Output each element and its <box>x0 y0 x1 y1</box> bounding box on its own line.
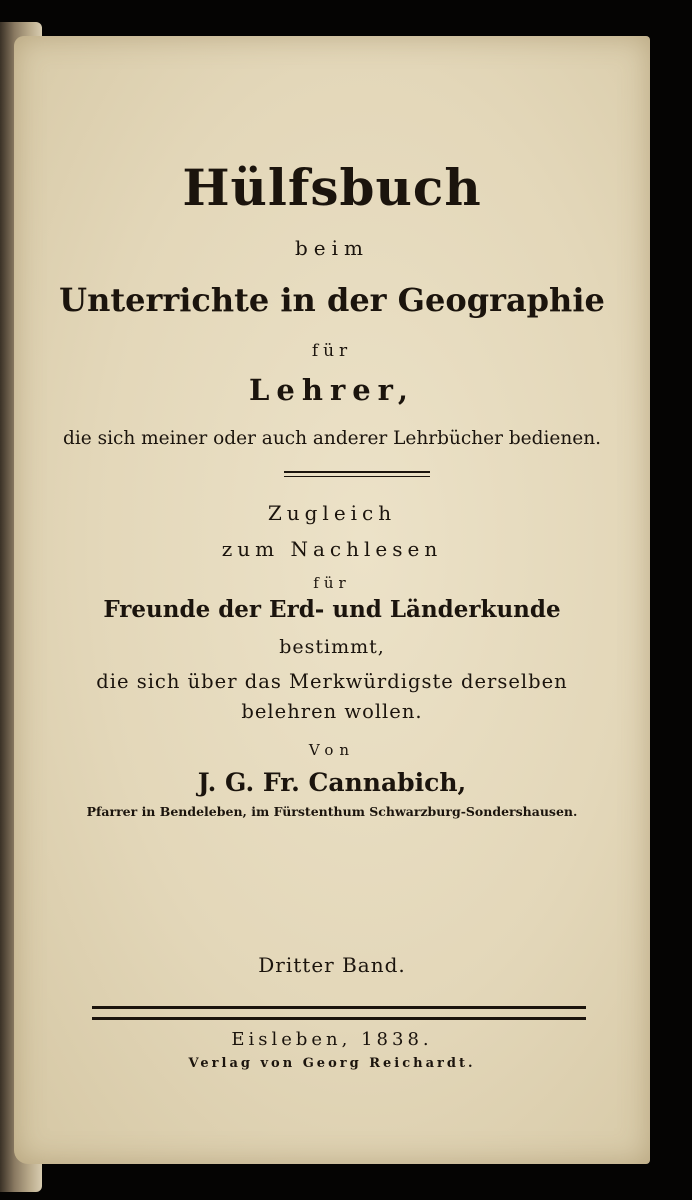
line-beim: beim <box>295 236 369 260</box>
line-nachlesen: zum Nachlesen <box>221 537 443 561</box>
audience-description: die sich meiner oder auch anderer Lehrbücher bedienen. <box>62 428 601 449</box>
title-page <box>14 36 650 1164</box>
line-bestimmt: bestimmt, <box>279 636 385 658</box>
line-zugleich: Zugleich <box>267 501 397 525</box>
author-name: J. G. Fr. Cannabich, <box>197 768 467 797</box>
author-role: Pfarrer in Bendeleben, im Fürstenthum Schwarzburg-Sondershausen. <box>86 804 578 819</box>
short-divider <box>284 471 430 477</box>
secondary-description-line-2: belehren wollen. <box>241 700 423 723</box>
subject-title: Unterrichte in der Geographie <box>59 281 605 319</box>
imprint-place-year: Eisleben, 1838. <box>231 1029 433 1050</box>
line-fuer-2: für <box>313 574 351 592</box>
volume-label: Dritter Band. <box>258 953 406 977</box>
secondary-audience: Freunde der Erd- und Länderkunde <box>103 596 561 623</box>
long-double-rule <box>92 1006 586 1020</box>
main-title: Hülfsbuch <box>182 158 482 217</box>
line-fuer-1: für <box>311 341 353 361</box>
secondary-description-line-1: die sich über das Merkwürdigste derselben <box>96 670 568 693</box>
imprint-publisher: Verlag von Georg Reichardt. <box>188 1056 476 1071</box>
audience-title: Lehrer, <box>249 373 415 407</box>
line-von: Von <box>308 741 356 759</box>
